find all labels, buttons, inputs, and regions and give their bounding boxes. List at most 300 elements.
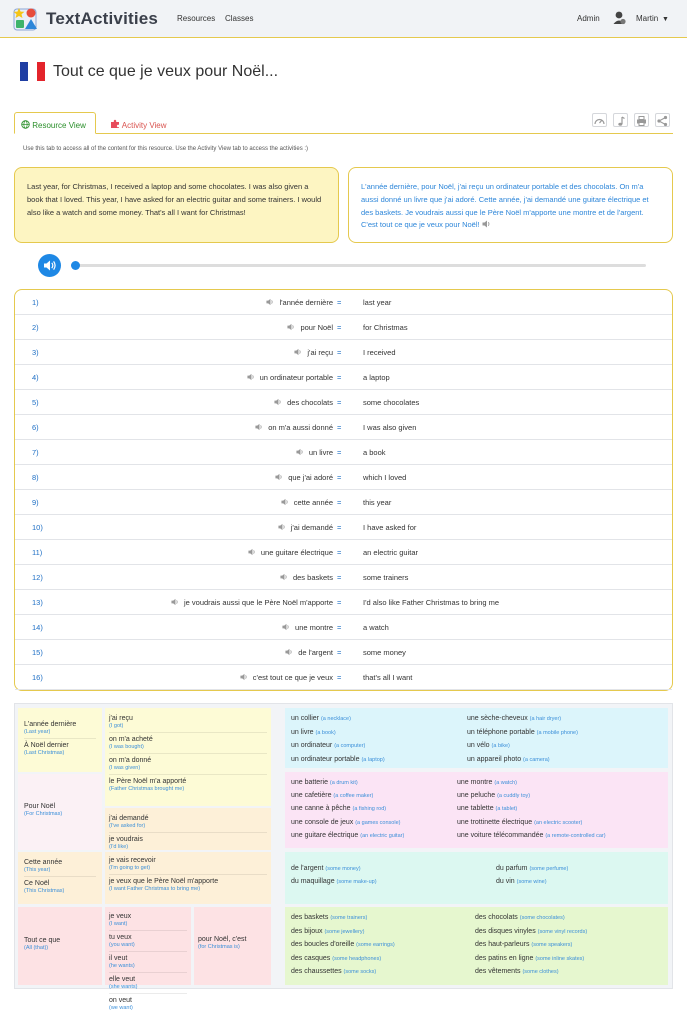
grid-option-word: des disques vinyles: [475, 927, 538, 935]
grid-option-gloss: (For Christmas): [24, 811, 63, 817]
speaker-icon[interactable]: [171, 598, 179, 606]
grid-option-gloss: (a watch): [494, 780, 517, 786]
vocab-english: a watch: [363, 623, 389, 632]
grid-col1-block1: [18, 708, 102, 772]
grid-option-gloss: (some socks): [343, 969, 377, 975]
grid-option-word: Ce Noël: [24, 880, 50, 887]
vocab-row[interactable]: [15, 515, 672, 540]
vocab-english: I received: [363, 348, 396, 357]
speaker-icon[interactable]: [281, 498, 289, 506]
vocab-number: 1): [32, 298, 39, 307]
vocab-english: last year: [363, 298, 392, 307]
grid-option-gloss: (a games console): [355, 819, 401, 826]
grid-col2-block4: [105, 907, 191, 1011]
grid-option-gloss: (a remote-controlled car): [545, 832, 606, 839]
grid-option-word: j'ai demandé: [109, 815, 149, 822]
vocab-number: 14): [32, 623, 43, 632]
vocab-english: some chocolates: [363, 398, 420, 407]
grid-noun-option[interactable]: [291, 913, 367, 923]
vocab-number: 5): [32, 398, 39, 407]
speaker-icon[interactable]: [296, 448, 304, 456]
vocab-french[interactable]: c'est tout ce que je veux: [252, 673, 333, 682]
equals-sign: =: [337, 673, 342, 682]
french-text-card: [348, 167, 673, 243]
grid-option-gloss: (a bike): [491, 743, 510, 749]
sentence-builder-grid: [14, 703, 673, 1011]
grid-option-gloss: (some jewellery): [324, 928, 365, 935]
grid-option-word: je voudrais: [109, 836, 143, 843]
grid-col1-block2: [18, 774, 102, 850]
grid-option-gloss: (I got): [109, 723, 124, 729]
grid-option-word: du maquillage: [291, 877, 337, 885]
vocab-english: an electric guitar: [363, 548, 419, 557]
grid-option-gloss: (This year): [24, 867, 51, 873]
grid-option-word: j'ai reçu: [109, 715, 133, 722]
grid-noun-option[interactable]: [291, 831, 404, 841]
grid-noun-option[interactable]: [291, 804, 386, 814]
vocab-number: 8): [32, 473, 39, 482]
grid-option-word: je veux que le Père Noël m'apporte: [109, 878, 219, 885]
grid-noun-option[interactable]: [496, 864, 568, 874]
grid-option-word: un téléphone portable: [467, 728, 537, 736]
vocab-english: I was also given: [363, 423, 417, 432]
vocab-english: I have asked for: [363, 523, 417, 532]
grid-option-word: une cafetière: [291, 792, 334, 800]
grid-noun-option[interactable]: [291, 954, 381, 964]
grid-col1-block3: [18, 852, 102, 904]
grid-option-word: des baskets: [291, 914, 331, 921]
grid-option-gloss: (we want): [109, 1005, 133, 1011]
vocab-number: 12): [32, 573, 43, 582]
grid-noun-option[interactable]: [457, 791, 530, 801]
vocab-number: 3): [32, 348, 39, 357]
vocab-french[interactable]: une montre: [295, 623, 333, 632]
vocab-number: 2): [32, 323, 39, 332]
grid-option-word: un ordinateur portable: [291, 755, 362, 763]
grid-option-gloss: (Last Christmas): [24, 750, 65, 756]
grid-option-word: une sèche-cheveux: [467, 715, 530, 722]
grid-noun-block2: [285, 772, 668, 848]
vocab-row[interactable]: [15, 565, 672, 590]
vocab-row[interactable]: [15, 615, 672, 640]
vocab-english: a laptop: [363, 373, 390, 382]
vocab-row[interactable]: [15, 590, 672, 615]
grid-option-word: elle veut: [109, 976, 136, 983]
music-button[interactable]: [613, 113, 628, 127]
grid-option-word: tu veux: [109, 934, 132, 941]
speaker-icon[interactable]: [285, 648, 293, 656]
vocab-row[interactable]: [15, 665, 672, 690]
vocab-french[interactable]: j'ai demandé: [290, 523, 333, 532]
grid-option-word: une peluche: [457, 792, 498, 800]
grid-option[interactable]: [109, 777, 267, 793]
grid-noun-option[interactable]: [457, 831, 606, 841]
vocab-english: I'd also like Father Christmas to bring me: [363, 598, 500, 607]
grid-option-word: un collier: [291, 715, 321, 722]
speaker-icon[interactable]: [275, 473, 283, 481]
vocab-french[interactable]: une guitare électrique: [260, 548, 333, 557]
grid-option-gloss: (I was given): [109, 765, 141, 771]
grid-option-word: de l'argent: [291, 865, 326, 872]
nav-resources-link[interactable]: Resources: [177, 14, 216, 23]
grid-option-gloss: (some clothes): [522, 969, 559, 975]
grid-option-gloss: (you want): [109, 942, 135, 948]
grid-noun-option[interactable]: [291, 877, 377, 887]
grid-option-word: un vélo: [467, 742, 492, 749]
grid-option-word: du vin: [496, 877, 517, 885]
equals-sign: =: [337, 598, 342, 607]
grid-option-gloss: (a drum kit): [329, 780, 358, 786]
english-text-card: [14, 167, 339, 243]
grid-option-gloss: (some speakers): [531, 942, 573, 948]
grid-noun-option[interactable]: [291, 818, 400, 828]
grid-option-gloss: (some make-up): [336, 878, 377, 885]
vocab-french[interactable]: pour Noël: [300, 323, 333, 332]
grid-col2-block3: [105, 852, 271, 904]
vocab-french[interactable]: je voudrais aussi que le Père Noël m'apporte: [183, 598, 333, 607]
grid-option-word: Cette année: [24, 859, 63, 866]
french-flag-icon: [20, 62, 45, 81]
equals-sign: =: [337, 323, 342, 332]
grid-noun-option[interactable]: [291, 755, 385, 765]
grid-option-word: un livre: [291, 728, 316, 736]
vocab-number: 4): [32, 373, 39, 382]
equals-sign: =: [337, 373, 342, 382]
vocab-english: some money: [363, 648, 406, 657]
user-avatar-icon[interactable]: [613, 11, 626, 25]
english-text: Last year, for Christmas, I received a laptop and some chocolates. I was also given a book that I loved. This year, I have asked for an electric guitar and some trainers. I would also like a watch and some money. That's all I want for Christmas!: [27, 182, 322, 217]
grid-option-gloss: (an electric guitar): [360, 832, 405, 839]
equals-sign: =: [337, 498, 342, 507]
grid-noun-block4: [285, 907, 668, 985]
vocab-row[interactable]: [15, 365, 672, 390]
speaker-icon[interactable]: [266, 298, 274, 306]
user-menu-name[interactable]: Martin: [636, 14, 659, 23]
equals-sign: =: [337, 473, 342, 482]
textactivities-logo-icon[interactable]: [12, 6, 40, 32]
grid-option-word: on m'a donné: [109, 757, 152, 764]
grid-option-word: un ordinateur: [291, 742, 335, 749]
grid-option-word: une canne à pêche: [291, 805, 353, 813]
grid-option-word: À Noël dernier: [24, 742, 69, 749]
grid-option-gloss: (a mobile phone): [536, 729, 578, 736]
print-button[interactable]: [634, 113, 649, 127]
grid-col2-block2: [105, 808, 271, 850]
grid-option-gloss: (some inline skates): [535, 955, 585, 962]
speed-button[interactable]: [592, 113, 607, 127]
grid-option[interactable]: [109, 996, 187, 1012]
grid-option-word: une montre: [457, 779, 495, 786]
speaker-icon[interactable]: [240, 673, 248, 681]
vocab-row[interactable]: [15, 315, 672, 340]
puzzle-icon: [110, 119, 120, 129]
grid-option-word: une console de jeux: [291, 818, 356, 826]
grid-noun-option[interactable]: [475, 954, 584, 964]
vocab-number: 9): [32, 498, 39, 507]
vocab-number: 13): [32, 598, 43, 607]
grid-noun-option[interactable]: [291, 741, 365, 751]
music-note-icon: [614, 115, 627, 127]
grid-option-word: pour Noël, c'est: [198, 936, 247, 943]
grid-noun-option[interactable]: [291, 864, 361, 874]
equals-sign: =: [337, 573, 342, 582]
tab-resource-label: Resource View: [32, 121, 86, 130]
grid-option-gloss: (a book): [315, 729, 336, 736]
grid-noun-block1: [285, 708, 668, 768]
vocab-french[interactable]: des chocolats: [287, 398, 333, 407]
grid-option-gloss: (some money): [325, 866, 361, 872]
vocab-number: 6): [32, 423, 39, 432]
vocab-row[interactable]: [15, 340, 672, 365]
vocab-french[interactable]: j'ai reçu: [307, 348, 333, 357]
speaker-icon[interactable]: [482, 220, 491, 228]
grid-noun-option[interactable]: [467, 728, 578, 738]
equals-sign: =: [337, 523, 342, 532]
grid-option-gloss: (Father Christmas brought me): [109, 786, 185, 792]
vocab-row[interactable]: [15, 390, 672, 415]
equals-sign: =: [337, 648, 342, 657]
grid-noun-option[interactable]: [291, 778, 358, 788]
grid-option-word: des chaussettes: [291, 968, 344, 975]
grid-noun-option[interactable]: [475, 913, 565, 923]
printer-icon: [635, 115, 648, 127]
speaker-icon[interactable]: [247, 373, 255, 381]
grid-col3-block4: [194, 907, 271, 985]
grid-option-word: des bijoux: [291, 927, 325, 935]
speaker-icon[interactable]: [287, 323, 295, 331]
vocab-row[interactable]: [15, 640, 672, 665]
grid-option-gloss: (a necklace): [320, 716, 351, 722]
grid-option-gloss: (some headphones): [332, 955, 382, 962]
speaker-icon: [38, 254, 61, 277]
grid-option-gloss: (a camera): [523, 756, 550, 763]
tab-activity-view[interactable]: [104, 112, 173, 134]
grid-option-gloss: (I want): [109, 921, 128, 927]
grid-option[interactable]: [24, 802, 96, 818]
grid-option-word: un appareil photo: [467, 755, 524, 763]
grid-col1-block4: [18, 907, 102, 985]
grid-option[interactable]: [109, 975, 187, 994]
grid-noun-option[interactable]: [457, 818, 582, 828]
grid-option[interactable]: [109, 954, 187, 973]
share-button[interactable]: [655, 113, 670, 127]
vocab-french[interactable]: cette année: [293, 498, 333, 507]
grid-option[interactable]: [24, 879, 96, 895]
equals-sign: =: [337, 548, 342, 557]
grid-noun-option[interactable]: [291, 714, 351, 724]
equals-sign: =: [337, 423, 342, 432]
grid-noun-option[interactable]: [291, 940, 395, 950]
french-text[interactable]: L'année dernière, pour Noël, j'ai reçu un ordinateur portable et des chocolats. On m'a aussi donné un livre que j'ai adoré. Cette année, j'ai demandé une guitare électrique et des baskets. Je voudrais aussi que le Père Noël m'apporte une montre et de l'argent. C'est tout ce que je veux pour Noël!: [361, 182, 649, 230]
grid-option-word: des patins en ligne: [475, 954, 536, 962]
grid-option-word: on veut: [109, 997, 132, 1004]
equals-sign: =: [337, 348, 342, 357]
grid-noun-option[interactable]: [475, 927, 587, 937]
grid-option-word: une voiture télécommandée: [457, 831, 546, 839]
vocab-row[interactable]: [15, 540, 672, 565]
grid-noun-option[interactable]: [291, 967, 376, 977]
grid-noun-option[interactable]: [467, 714, 561, 724]
grid-option-gloss: (for Christmas is): [198, 944, 240, 950]
vocab-row[interactable]: [15, 465, 672, 490]
nav-admin-link[interactable]: Admin: [577, 14, 600, 23]
grid-noun-option[interactable]: [291, 791, 373, 801]
grid-option-word: des casques: [291, 954, 333, 962]
app-brand[interactable]: TextActivities: [46, 9, 159, 28]
grid-option-gloss: (a coffee maker): [333, 793, 374, 800]
grid-option-gloss: (a computer): [334, 743, 366, 749]
grid-option-word: L'année dernière: [24, 721, 77, 728]
vocab-number: 15): [32, 648, 43, 657]
grid-option-word: des haut-parleurs: [475, 941, 532, 948]
grid-option[interactable]: [24, 936, 96, 952]
grid-noun-option[interactable]: [457, 778, 517, 788]
grid-noun-option[interactable]: [496, 877, 547, 887]
grid-option-word: une batterie: [291, 779, 330, 786]
grid-noun-option[interactable]: [291, 728, 336, 738]
grid-option-gloss: (some earrings): [356, 942, 395, 948]
speaker-icon[interactable]: [274, 398, 282, 406]
speaker-icon[interactable]: [282, 623, 290, 631]
view-tabs: [14, 112, 673, 134]
tab-resource-view[interactable]: [14, 112, 96, 134]
grid-option-gloss: (I want Father Christmas to bring me): [109, 886, 201, 892]
grid-option[interactable]: [109, 877, 267, 893]
grid-option[interactable]: [24, 858, 96, 877]
grid-option-gloss: (he wants): [109, 963, 135, 969]
gauge-icon: [593, 115, 606, 127]
equals-sign: =: [337, 298, 342, 307]
vocab-row[interactable]: [15, 290, 672, 315]
nav-classes-link[interactable]: Classes: [225, 14, 254, 23]
equals-sign: =: [337, 398, 342, 407]
grid-option[interactable]: [109, 735, 267, 754]
grid-option-word: le Père Noël m'a apporté: [109, 778, 187, 785]
vocab-french[interactable]: l'année dernière: [279, 298, 333, 307]
grid-option-gloss: (a fishing rod): [352, 806, 387, 813]
grid-option-gloss: (a tablet): [495, 806, 518, 813]
vocab-english: which I loved: [363, 473, 407, 482]
audio-play-button[interactable]: [38, 254, 61, 277]
chevron-down-icon[interactable]: ▼: [662, 16, 669, 23]
grid-option-gloss: (she wants): [109, 984, 138, 990]
grid-option-gloss: (some wine): [516, 878, 547, 885]
vocab-row[interactable]: [15, 440, 672, 465]
vocab-number: 11): [32, 548, 43, 557]
grid-noun-option[interactable]: [475, 967, 559, 977]
grid-option-gloss: (Last year): [24, 729, 51, 735]
grid-option[interactable]: [24, 720, 96, 739]
grid-noun-block3: [285, 852, 668, 904]
grid-option-gloss: (a cuddly toy): [497, 793, 531, 800]
grid-option-word: on m'a acheté: [109, 736, 153, 743]
vocab-english: this year: [363, 498, 392, 507]
grid-option-word: je vais recevoir: [109, 857, 156, 864]
speaker-icon[interactable]: [294, 348, 302, 356]
grid-option-gloss: (an electric scooter): [534, 819, 583, 826]
grid-option-word: des boucles d'oreille: [291, 941, 357, 948]
vocab-row[interactable]: [15, 490, 672, 515]
grid-noun-option[interactable]: [467, 741, 510, 751]
vocab-english: that's all I want: [363, 673, 413, 682]
grid-option-gloss: (some chocolates): [519, 915, 565, 921]
page-title: Tout ce que je veux pour Noël...: [53, 63, 279, 80]
grid-option-word: une guitare électrique: [291, 831, 361, 839]
equals-sign: =: [337, 623, 342, 632]
grid-option[interactable]: [109, 814, 267, 833]
vocab-english: a book: [363, 448, 386, 457]
equals-sign: =: [337, 448, 342, 457]
audio-progress-track[interactable]: [75, 264, 646, 267]
grid-option-word: une tablette: [457, 805, 496, 813]
grid-option[interactable]: [109, 835, 267, 851]
vocab-french[interactable]: un ordinateur portable: [259, 373, 333, 382]
speaker-icon[interactable]: [280, 573, 288, 581]
help-text: Use this tab to access all of the content for this resource. Use the Activity View tab to access the activities :): [23, 146, 309, 152]
grid-option[interactable]: [109, 714, 267, 733]
grid-noun-option[interactable]: [475, 940, 572, 950]
vocab-number: 10): [32, 523, 43, 532]
vocab-french[interactable]: des baskets: [292, 573, 333, 582]
grid-option-word: Pour Noël: [24, 803, 56, 810]
grid-option[interactable]: [109, 912, 187, 931]
grid-option[interactable]: [198, 935, 267, 951]
share-icon: [656, 115, 669, 127]
grid-option-word: des chocolats: [475, 914, 520, 921]
vocab-french[interactable]: de l'argent: [298, 648, 333, 657]
vocab-english: for Christmas: [363, 323, 408, 332]
grid-option[interactable]: [109, 756, 267, 775]
grid-option-gloss: (a laptop): [361, 756, 385, 763]
vocab-number: 16): [32, 673, 43, 682]
grid-option-word: des vêtements: [475, 968, 523, 975]
vocab-english: some trainers: [363, 573, 409, 582]
grid-option[interactable]: [109, 933, 187, 952]
grid-noun-option[interactable]: [457, 804, 517, 814]
grid-option-word: il veut: [109, 955, 128, 962]
vocab-french[interactable]: on m'a aussi donné: [268, 423, 333, 432]
grid-option[interactable]: [109, 856, 267, 875]
grid-option-word: je veux: [109, 913, 132, 920]
grid-option-gloss: (a hair dryer): [529, 716, 562, 722]
speaker-icon[interactable]: [255, 423, 263, 431]
grid-col2-block1: [105, 708, 271, 806]
grid-option[interactable]: [24, 741, 96, 757]
grid-option-gloss: (I was bought): [109, 744, 144, 750]
grid-noun-option[interactable]: [467, 755, 550, 765]
vocab-row[interactable]: [15, 415, 672, 440]
grid-option-gloss: (All (that)): [24, 945, 49, 951]
grid-option-gloss: (I'd like): [109, 844, 129, 850]
globe-icon: [21, 120, 30, 129]
grid-option-word: une trottinette électrique: [457, 818, 535, 826]
vocab-french[interactable]: que j'ai adoré: [288, 473, 333, 482]
vocab-french[interactable]: un livre: [308, 448, 333, 457]
grid-option-gloss: (some trainers): [330, 915, 368, 921]
audio-progress-handle[interactable]: [71, 261, 80, 270]
grid-option-gloss: (I'm going to get): [109, 865, 151, 871]
grid-option-gloss: (some vinyl records): [537, 928, 588, 935]
grid-option-word: du parfum: [496, 865, 530, 872]
grid-option-gloss: (some perfume): [529, 866, 569, 872]
tab-activity-label: Activity View: [121, 121, 167, 130]
vocab-number: 7): [32, 448, 39, 457]
top-navbar: [0, 0, 687, 38]
speaker-icon[interactable]: [248, 548, 256, 556]
speaker-icon[interactable]: [278, 523, 286, 531]
grid-option-gloss: (I've asked for): [109, 823, 146, 829]
grid-noun-option[interactable]: [291, 927, 365, 937]
